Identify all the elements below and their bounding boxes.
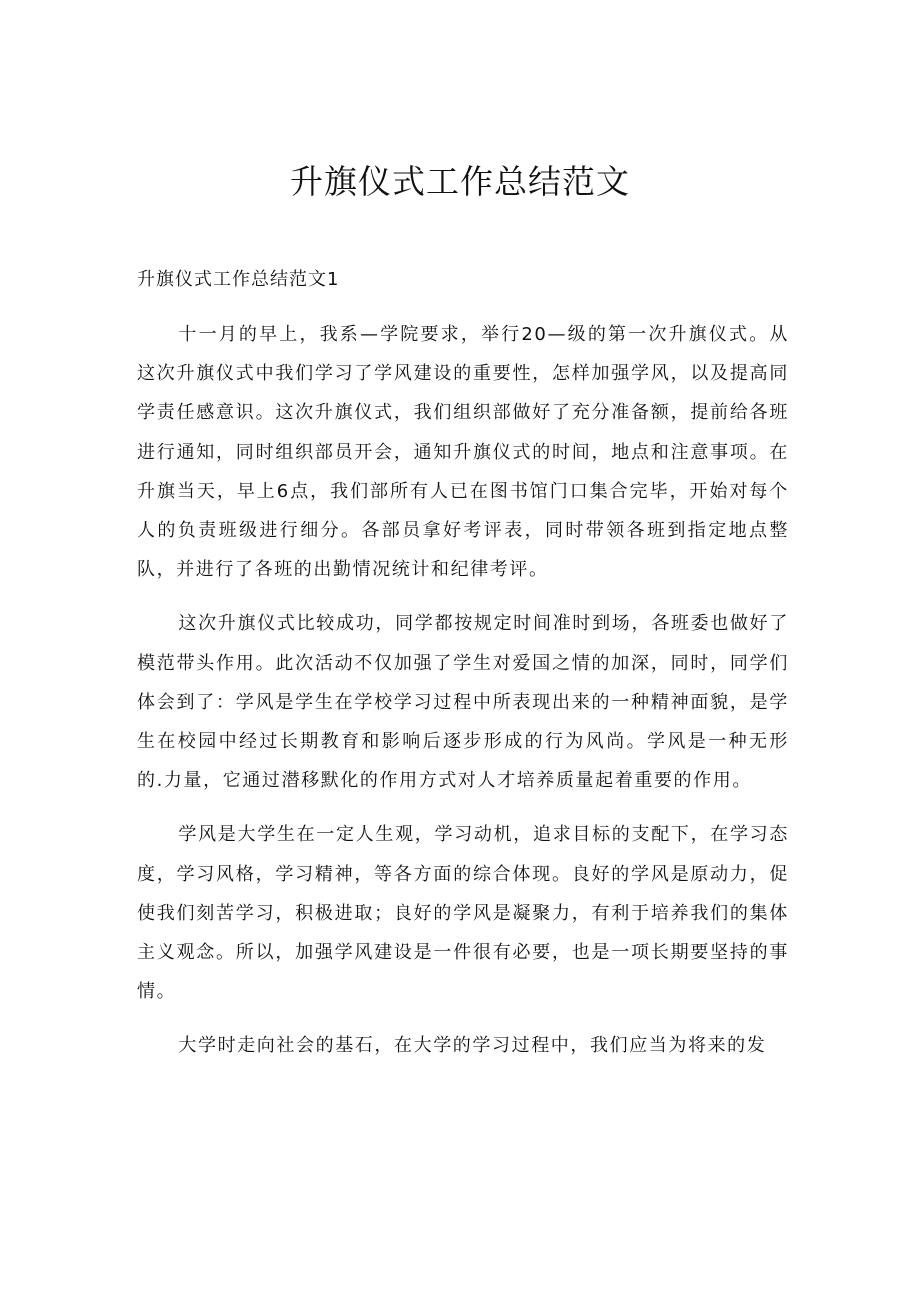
section-heading: 升旗仪式工作总结范文1 (137, 269, 340, 290)
document-title: 升旗仪式工作总结范文 (290, 162, 630, 201)
document-body (137, 262, 789, 1081)
paragraph-3: 学风是大学生在一定人生观，学习动机，追求目标的支配下，在学习态度，学习风格，学习精神，等各方面的综合体现。良好的学风是原动力，促使我们刻苦学习，积极进取；良好的学风是凝聚力，有利于培养我们的集体主义观念。所以，加强学风建设是一件很有必要，也是一项长期要坚持的事情。 (137, 824, 789, 1003)
paragraph-1: 十一月的早上，我系—学院要求，举行20—级的第一次升旗仪式。从这次升旗仪式中我们学习了学风建设的重要性，怎样加强学风，以及提高同学责任感意识。这次升旗仪式，我们组织部做好了充分准备额，提前给各班进行通知，同时组织部员开会，通知升旗仪式的时间，地点和注意事项。在升旗当天，早上6点，我们部所有人已在图书馆门口集合完毕，开始对每个人的负责班级进行细分。各部员拿好考评表，同时带领各班到指定地点整队，并进行了各班的出勤情况统计和纪律考评。 (137, 324, 789, 581)
paragraph-2: 这次升旗仪式比较成功，同学都按规定时间准时到场，各班委也做好了模范带头作用。此次活动不仅加强了学生对爱国之情的加深，同时，同学们体会到了：学风是学生在学校学习过程中所表现出来的一种精神面貌，是学生在校园中经过长期教育和影响后逐步形成的行为风尚。学风是一种无形的.力量，它通过潜移默化的作用方式对人才培养质量起着重要的作用。 (137, 613, 789, 792)
paragraph-4: 大学时走向社会的基石，在大学的学习过程中，我们应当为将来的发 (178, 1035, 767, 1057)
